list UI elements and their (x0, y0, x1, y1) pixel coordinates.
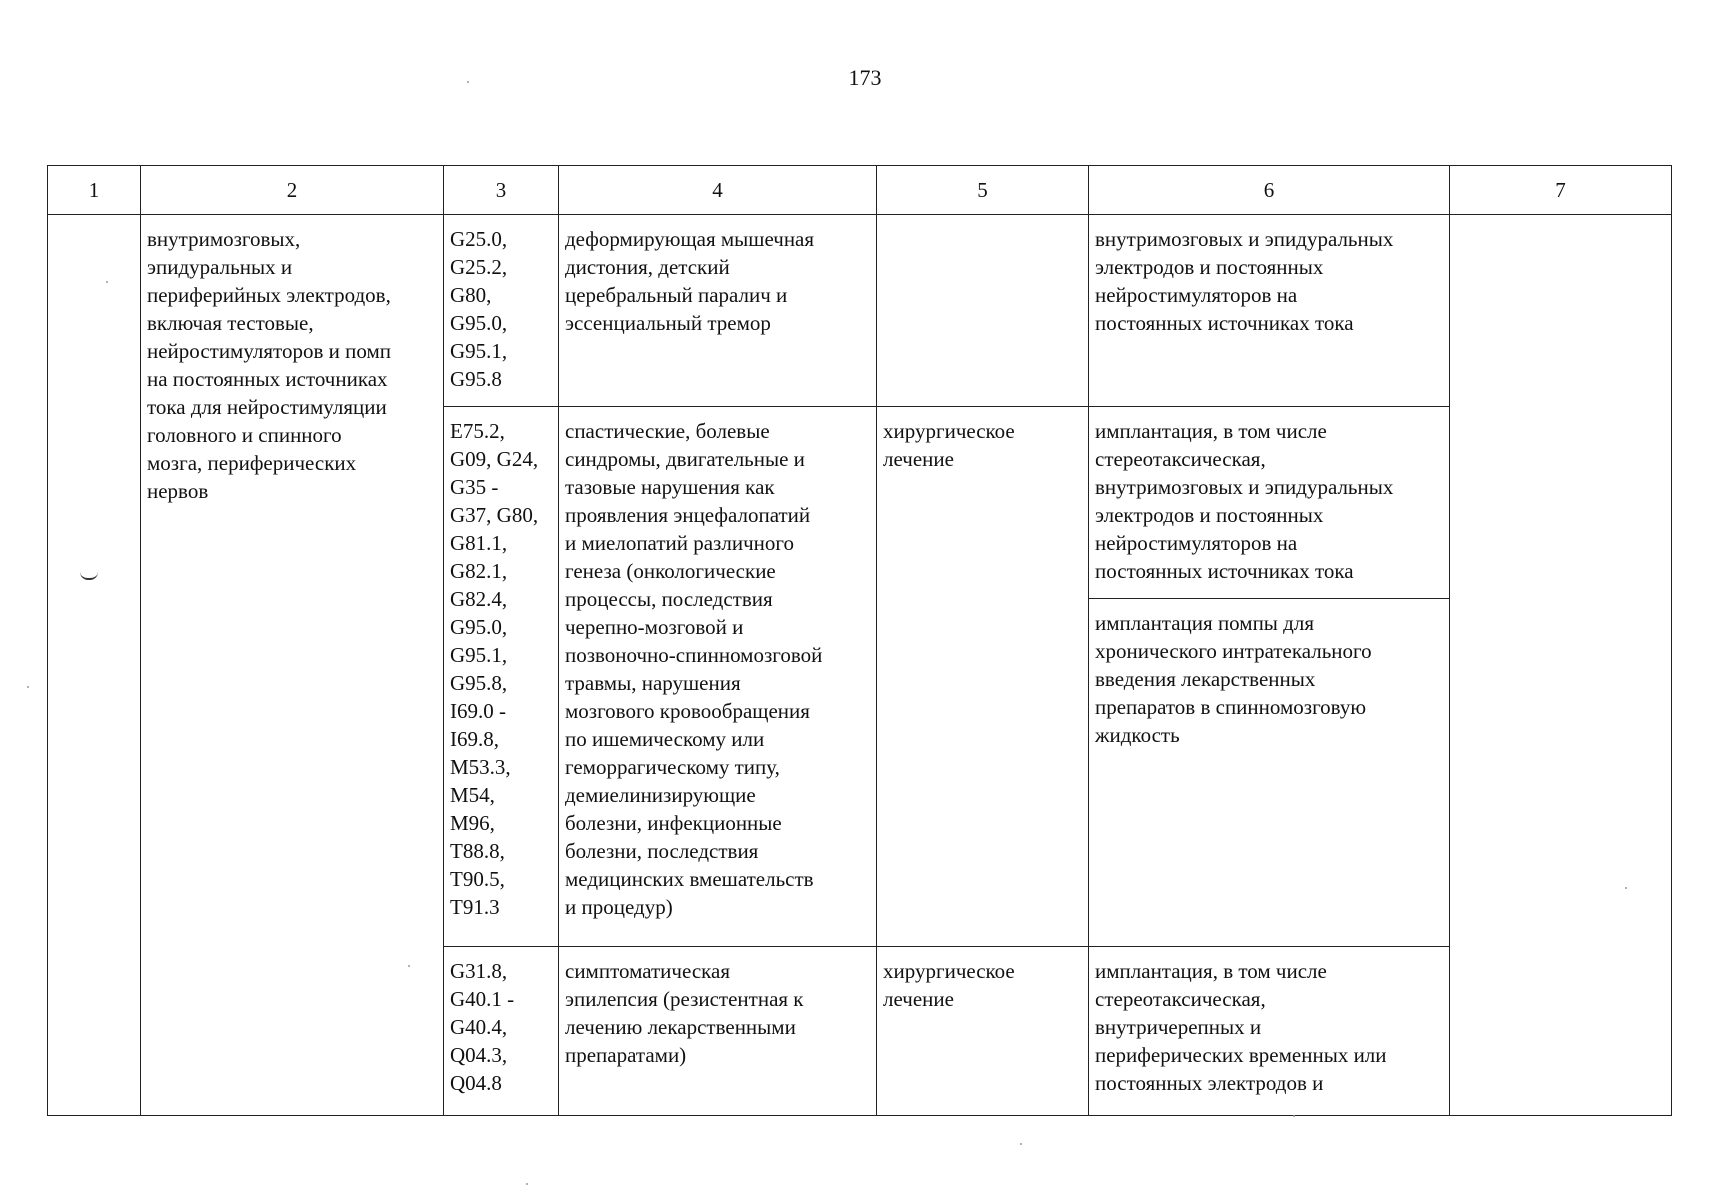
page-number: 173 (848, 65, 882, 90)
condition-cell: симптоматическая эпилепсия (резистентная к лечению лекарственными препаратами) (559, 947, 877, 1116)
scan-speck (27, 686, 29, 688)
header-cell: 7 (1450, 166, 1672, 215)
icd-codes-cell: G31.8, G40.1 - G40.4, Q04.3, Q04.8 (444, 947, 559, 1116)
header-cell: 3 (444, 166, 559, 215)
procedure-name-cell: внутримозговых, эпидуральных и периферийных электродов, включая тестовые, нейростимуляторов и помп на постоянных источниках тока для нейростимуляции головного и спинного мозга, периферических нервов (141, 215, 444, 1116)
method-cell: имплантация, в том числе стереотаксическая, внутримозговых и эпидуральных электродов и постоянных нейростимуляторов на постоянных источниках тока (1089, 407, 1450, 599)
treatment-cell: хирургическое лечение (877, 407, 1089, 947)
medical-care-table (47, 165, 1672, 1116)
header-cell: 4 (559, 166, 877, 215)
scan-speck (1020, 1143, 1022, 1145)
scan-speck (526, 1183, 528, 1185)
header-cell: 5 (877, 166, 1089, 215)
table-row (48, 215, 1672, 407)
scan-speck (1293, 1115, 1295, 1117)
treatment-cell: хирургическое лечение (877, 947, 1089, 1116)
scan-speck (408, 965, 410, 967)
condition-cell: спастические, болевые синдромы, двигательные и тазовые нарушения как проявления энцефалопатий и миелопатий различного генеза (онкологические процессы, последствия черепно-мозговой и позвоночно-спинномозговой травмы, нарушения мозгового кровообращения по ишемическому или геморрагическому типу, демиелинизирующие болезни, инфекционные болезни, последствия медицинских вмешательств и процедур) (559, 407, 877, 947)
condition-cell: деформирующая мышечная дистония, детский церебральный паралич и эссенциальный тремор (559, 215, 877, 407)
treatment-cell (877, 215, 1089, 407)
scan-speck (467, 81, 469, 83)
header-cell: 6 (1089, 166, 1450, 215)
scan-speck (106, 281, 108, 283)
header-cell: 1 (48, 166, 141, 215)
scan-speck (1625, 887, 1627, 889)
number-cell (48, 215, 141, 1116)
cost-cell (1450, 215, 1672, 1116)
header-row (48, 166, 1672, 215)
method-cell: имплантация помпы для хронического интратекального введения лекарственных препаратов в спинномозговую жидкость (1089, 599, 1450, 947)
icd-codes-cell: G25.0, G25.2, G80, G95.0, G95.1, G95.8 (444, 215, 559, 407)
method-cell: внутримозговых и эпидуральных электродов и постоянных нейростимуляторов на постоянных источниках тока (1089, 215, 1450, 407)
icd-codes-cell: E75.2, G09, G24, G35 - G37, G80, G81.1, G82.1, G82.4, G95.0, G95.1, G95.8, I69.0 - I69.8, M53.3, M54, M96, T88.8, T90.5, T91.3 (444, 407, 559, 947)
method-cell: имплантация, в том числе стереотаксическая, внутричерепных и периферических временных или постоянных электродов и (1089, 947, 1450, 1116)
header-cell: 2 (141, 166, 444, 215)
